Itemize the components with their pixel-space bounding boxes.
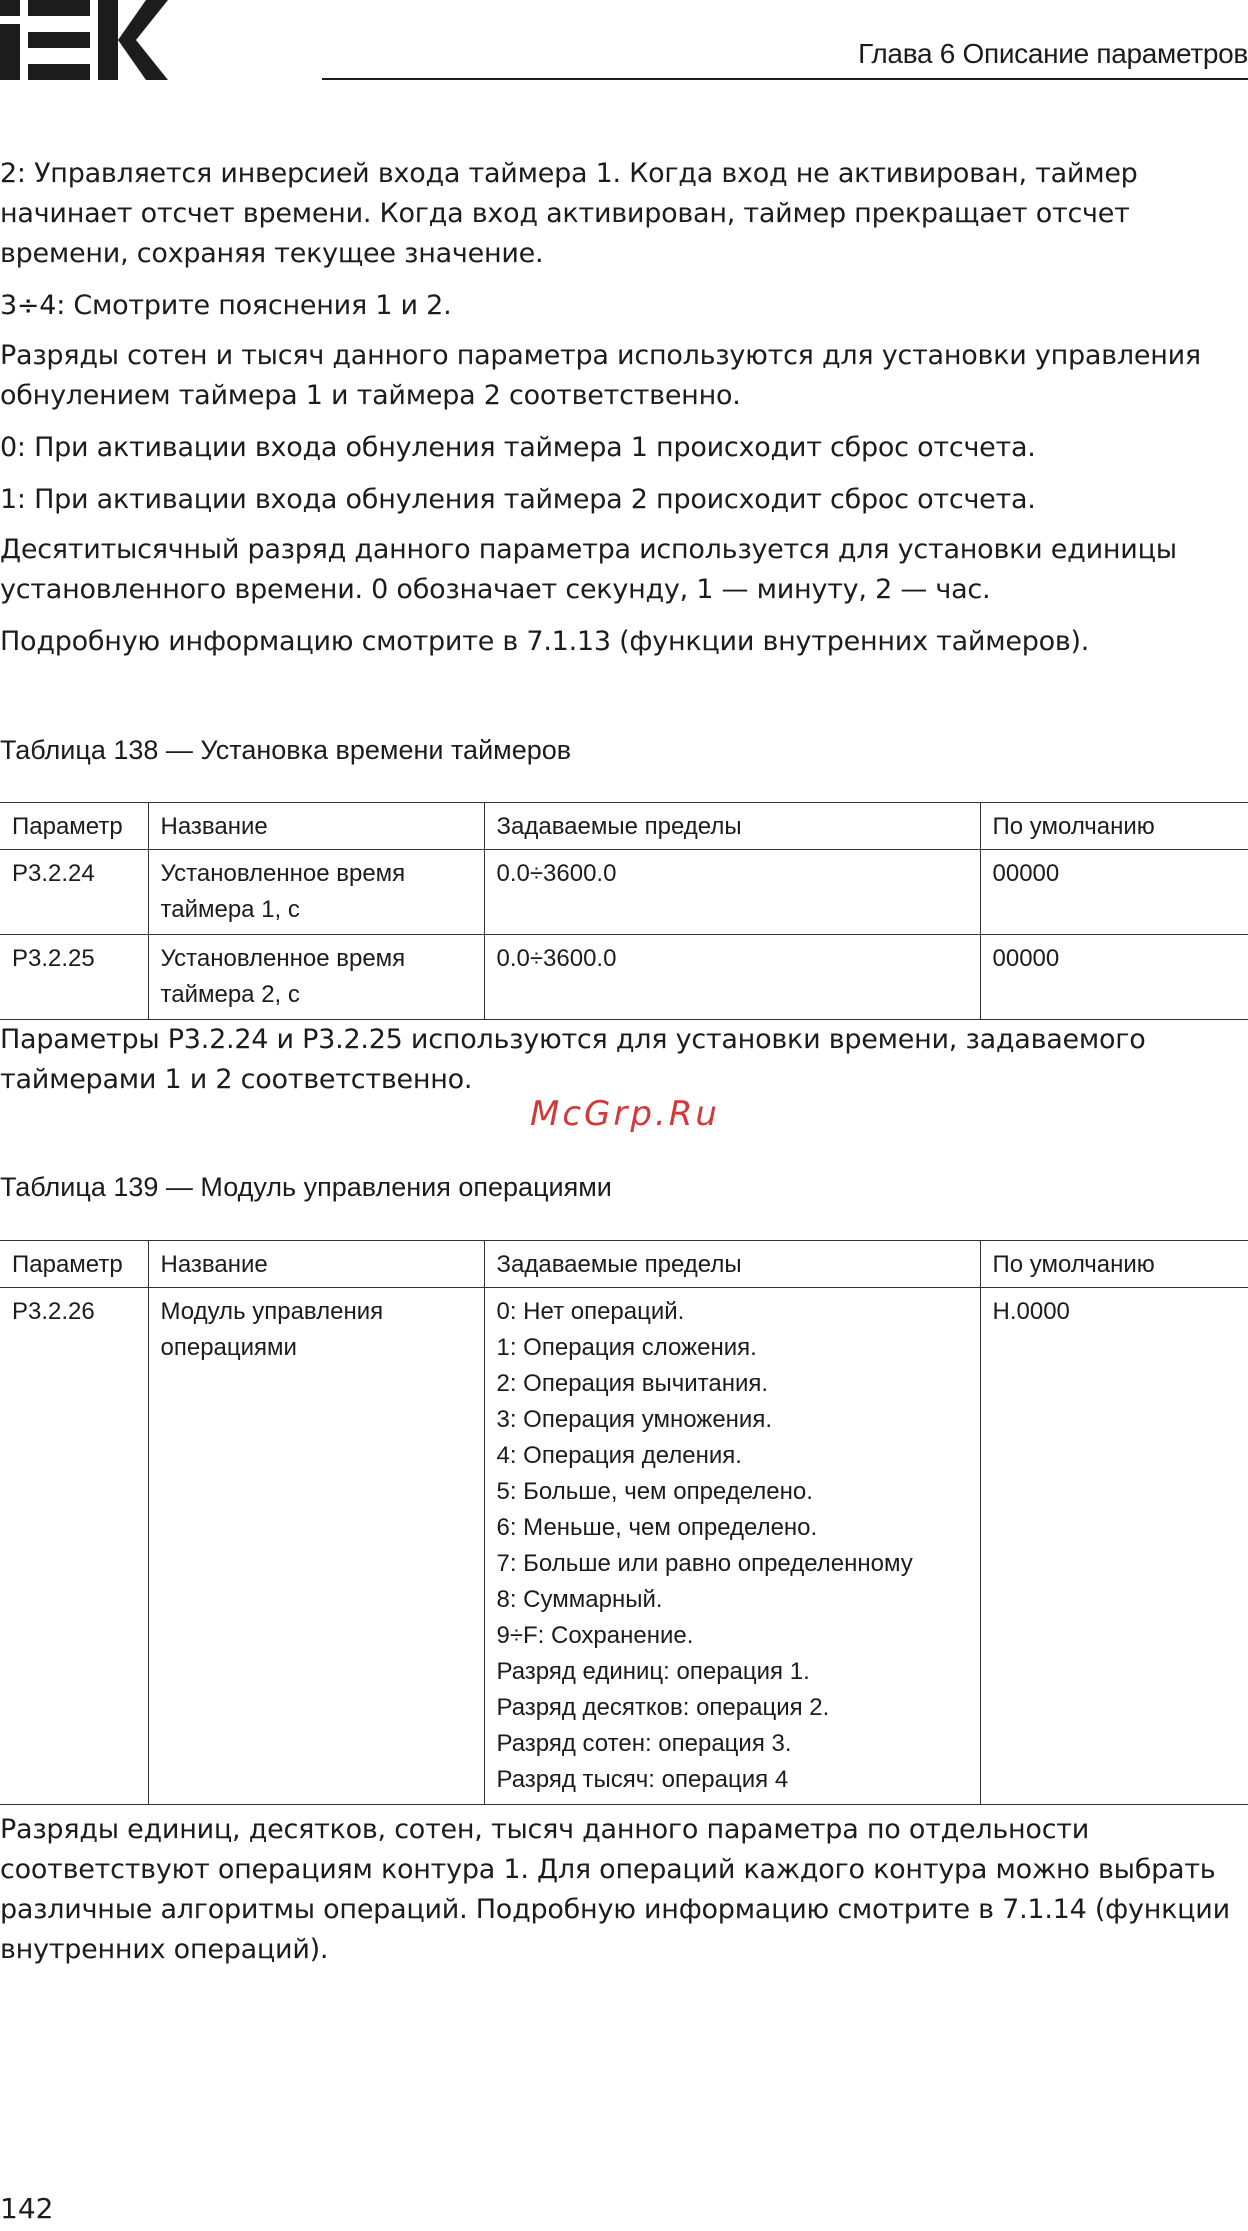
header-rule [322,78,1248,80]
paragraph-after-table-139: Разряды единиц, десятков, сотен, тысяч данного параметра по отдельности соответствуют операциям контура 1. Для операций каждого контура можно выбрать различные алгоритмы операций. Подробную информацию смотрите в 7.1.14 (функции внутренних операций). [0,1814,1230,1965]
table-139-caption: Таблица 139 — Модуль управления операциями [0,1172,612,1202]
table-header-row [0,803,1248,850]
column-header-range: Задаваемые пределы [484,803,980,850]
cell-param: P3.2.24 [0,850,148,935]
chapter-title: Глава 6 Описание параметров [858,38,1248,69]
range-option: 1: Операция сложения. [496,1334,757,1361]
table-row [0,1288,1248,1805]
iek-logo [0,0,168,80]
range-option: 2: Операция вычитания. [496,1370,769,1397]
paragraph-time-unit: Десятитысячный разряд данного параметра используется для установки единицы установленного времени. 0 обозначает секунду, 1 — минуту, 2 — час. [0,534,1177,605]
cell-default: 00000 [980,850,1248,935]
paragraph-timer-inversion: 2: Управляется инверсией входа таймера 1. Когда вход не активирован, таймер начинает отсчет времени. Когда вход активирован, таймер прекращает отсчет времени, сохраняя текущее значение. [0,158,1138,269]
range-option: 5: Больше, чем определено. [496,1478,813,1505]
range-option: 0: Нет операций. [496,1298,685,1325]
table-header-row [0,1241,1248,1288]
paragraph-after-table-138: Параметры P3.2.24 и P3.2.25 используются для установки времени, задаваемого таймерами 1 и 2 соответственно. [0,1024,1146,1095]
cell-name: Модуль управления операциями [148,1288,484,1805]
cell-range: 0.0÷3600.0 [484,935,980,1020]
range-option: 4: Операция деления. [496,1442,742,1469]
column-header-param: Параметр [0,803,148,850]
cell-param: P3.2.25 [0,935,148,1020]
column-header-name: Название [148,803,484,850]
column-header-default: По умолчанию [980,803,1248,850]
range-option: Разряд единиц: операция 1. [496,1658,810,1685]
table-row [0,935,1248,1020]
column-header-param: Параметр [0,1241,148,1288]
cell-name: Установленное время таймера 2, с [148,935,484,1020]
range-option: 9÷F: Сохранение. [496,1622,694,1649]
range-option: Разряд сотен: операция 3. [496,1730,792,1757]
watermark: McGrp.Ru [530,1094,720,1134]
paragraph-see-notes: 3÷4: Смотрите пояснения 1 и 2. [0,290,452,321]
column-header-range: Задаваемые пределы [484,1241,980,1288]
table-row [0,850,1248,935]
cell-name: Установленное время таймера 1, с [148,850,484,935]
range-option: Разряд десятков: операция 2. [496,1694,830,1721]
paragraph-more-info-timers: Подробную информацию смотрите в 7.1.13 (функции внутренних таймеров). [0,626,1090,657]
cell-default: H.0000 [980,1288,1248,1805]
page-number: 142 [0,2192,54,2225]
range-option: 6: Меньше, чем определено. [496,1514,818,1541]
cell-param: P3.2.26 [0,1288,148,1805]
paragraph-reset-timer2: 1: При активации входа обнуления таймера 2 происходит сброс отсчета. [0,484,1036,515]
range-option: Разряд тысяч: операция 4 [496,1766,789,1793]
range-option: 8: Суммарный. [496,1586,663,1613]
range-option: 3: Операция умножения. [496,1406,772,1433]
table-138 [0,802,1248,1020]
table-138-caption: Таблица 138 — Установка времени таймеров [0,735,572,765]
paragraph-reset-digits: Разряды сотен и тысяч данного параметра используются для установки управления обнулением таймера 1 и таймера 2 соответственно. [0,340,1201,411]
cell-range [484,1288,980,1805]
column-header-name: Название [148,1241,484,1288]
table-139 [0,1240,1248,1805]
cell-default: 00000 [980,935,1248,1020]
cell-range: 0.0÷3600.0 [484,850,980,935]
column-header-default: По умолчанию [980,1241,1248,1288]
paragraph-reset-timer1: 0: При активации входа обнуления таймера 1 происходит сброс отсчета. [0,432,1036,463]
range-option: 7: Больше или равно определенному [496,1550,913,1577]
